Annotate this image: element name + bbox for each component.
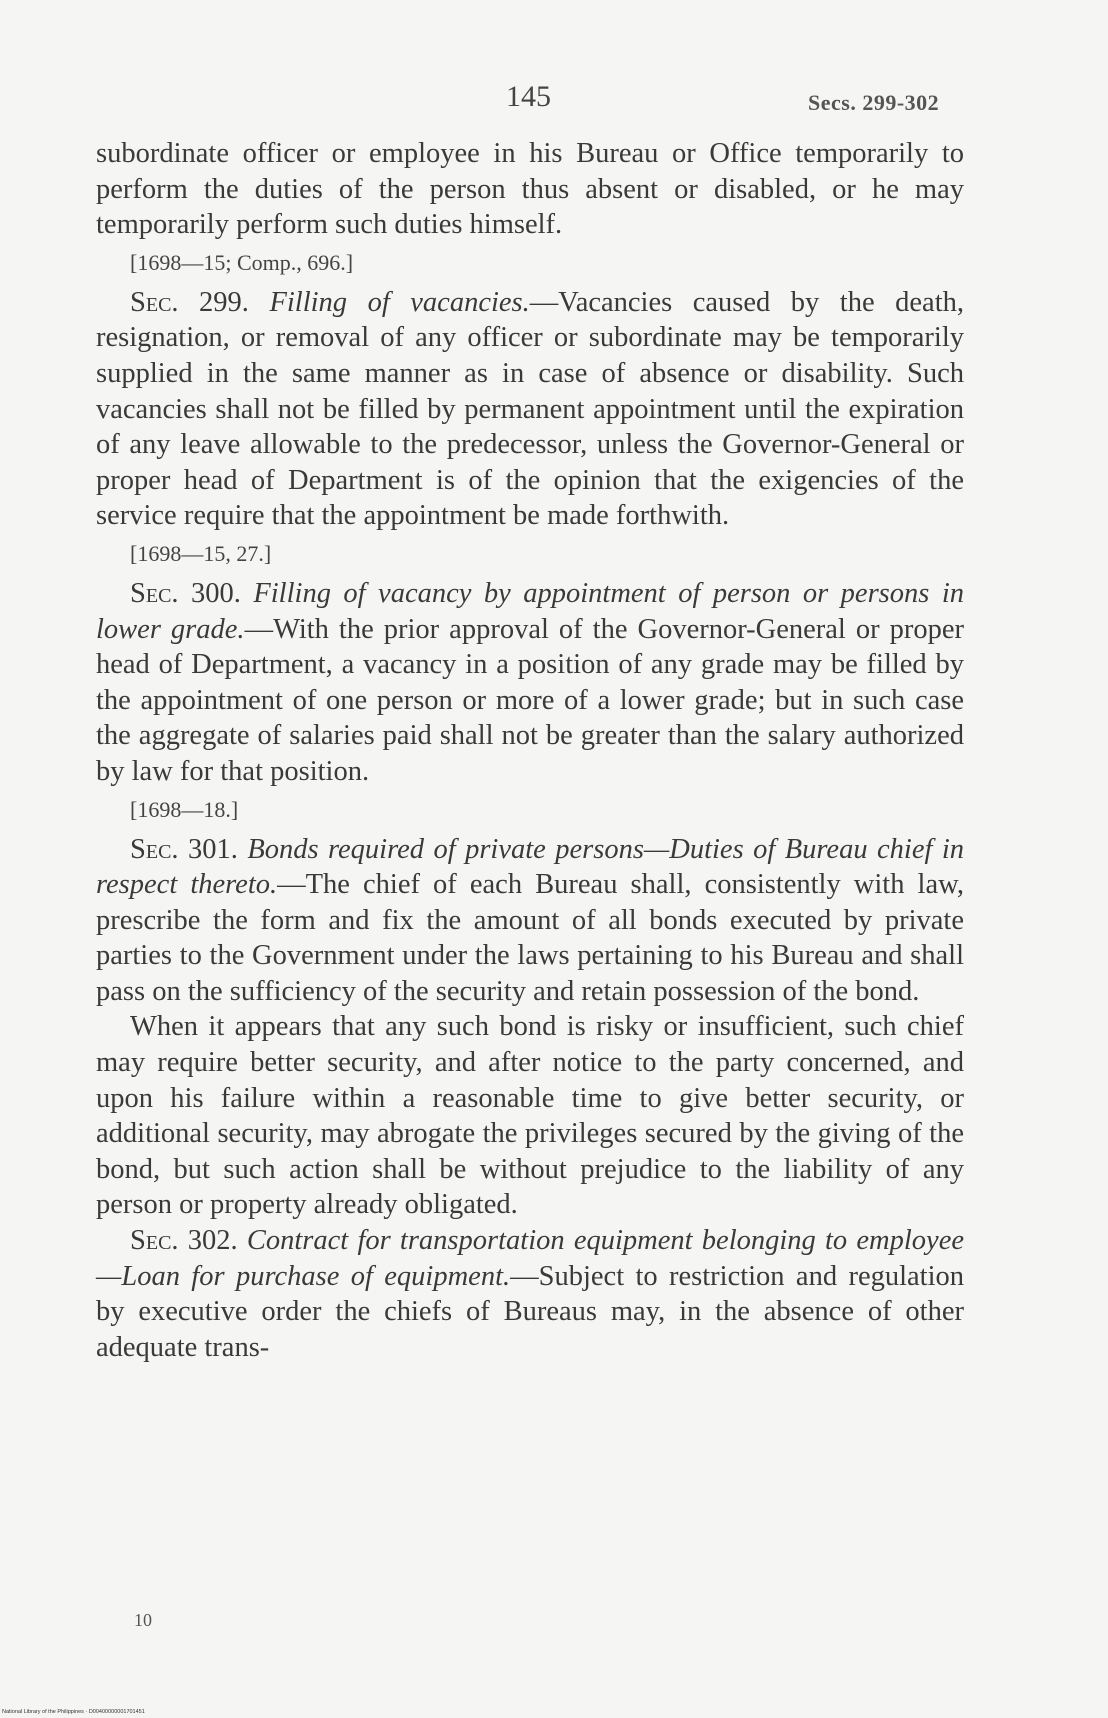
signature-mark: 10 bbox=[134, 1610, 152, 1630]
section-text: —Subject to restriction and regulation by executive order the chiefs of Bureaus may, in the absence of other adequate trans- bbox=[96, 1260, 964, 1363]
section-text: —With the prior approval of the Governor-General or proper head of Department, a vacancy in a position of any grade may be filled by the appointment of one person or more of a lower grade; but in such case the aggregate of salaries paid shall not be greater than the salary authorized by law for that position. bbox=[96, 613, 964, 787]
section-heading: Filling of vacancies. bbox=[269, 286, 530, 318]
paragraph-continuation bbox=[96, 136, 964, 243]
section-range-header: Secs. 299-302 bbox=[808, 90, 940, 115]
library-footer: National Library of the Philippines · D00400000001701451 bbox=[2, 1709, 145, 1715]
section-299 bbox=[96, 285, 964, 534]
paragraph bbox=[96, 1009, 964, 1223]
body-text bbox=[96, 136, 964, 1365]
page-number: 145 bbox=[506, 80, 551, 113]
paragraph-text: When it appears that any such bond is risky or insufficient, such chief may require better security, and after notice to the party concerned, and upon his failure within a reasonable time to give better security, or additional security, may abrogate the privileges secured by the giving of the bond, but such action shall be without prejudice to the liability of any person or property already obligated. bbox=[96, 1011, 964, 1221]
section-label: Sec. 301. bbox=[130, 833, 238, 865]
section-302 bbox=[96, 1223, 964, 1365]
section-300 bbox=[96, 576, 964, 790]
citation: [1698—15; Comp., 696.] bbox=[130, 249, 354, 275]
section-label: Sec. 302. bbox=[130, 1225, 238, 1257]
section-heading: Bonds required of private persons—Duties of Bureau chief in respect thereto. bbox=[96, 833, 965, 901]
paragraph-text: subordinate officer or employee in his Bureau or Office temporarily to perform the duties of the person thus absent or disabled, or he may temporarily perform such duties himself. bbox=[96, 138, 964, 241]
section-label: Sec. 300. bbox=[130, 577, 241, 609]
section-heading: Filling of vacancy by appointment of person or persons in lower grade. bbox=[96, 577, 964, 645]
citation: [1698—18.] bbox=[130, 796, 239, 822]
section-301 bbox=[96, 832, 964, 1010]
section-heading: Contract for transportation equipment belonging to employee—Loan for purchase of equipment. bbox=[96, 1225, 964, 1292]
section-text: —Vacancies caused by the death, resignation, or removal of any officer or subordinate may be temporarily supplied in the same manner as in case of absence or disability. Such vacancies shall not be filled by permanent appointment until the expiration of any leave allowable to the predecessor, unless the Governor-General or proper head of Department is of the opinion that the exigencies of the service require that the appointment be made forthwith. bbox=[96, 286, 964, 532]
section-label: Sec. 299. bbox=[130, 286, 249, 318]
citation: [1698—15, 27.] bbox=[130, 540, 272, 566]
section-text: —The chief of each Bureau shall, consistently with law, prescribe the form and fix the amount of all bonds executed by private parties to the Government under the laws pertaining to his Bureau and shall pass on the sufficiency of the security and retain possession of the bond. bbox=[96, 869, 964, 1007]
